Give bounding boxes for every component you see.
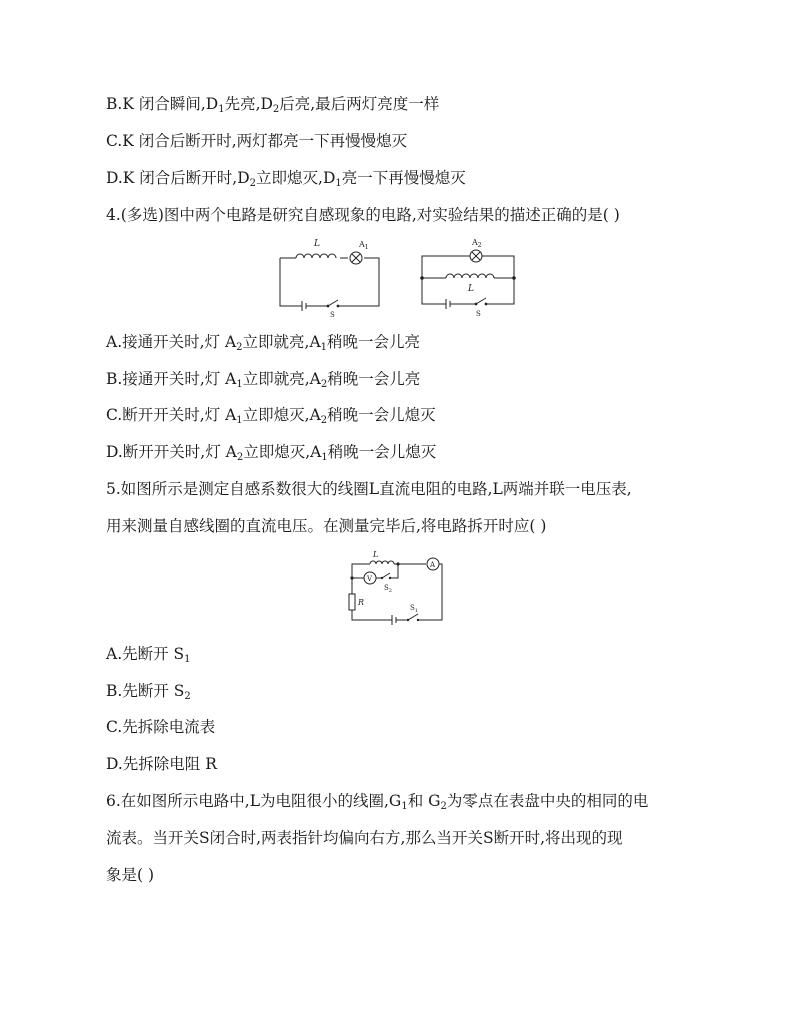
q6-stem-line2: 流表。当开关S闭合时,两表指针均偏向右方,那么当开关S断开时,将出现的现 <box>106 829 623 847</box>
switch-s2-label: $S_2$ <box>384 584 392 594</box>
q4-option-d: D.断开开关时,灯 $A_2$立即熄灭$,A_1$稍晚一会儿熄灭 <box>106 443 437 463</box>
switch-s1-label: $S_1$ <box>410 604 418 614</box>
q5-option-a: A.先断开 $S_1$ <box>106 645 191 665</box>
q4-stem: 4.(多选)图中两个电路是研究自感现象的电路,对实验结果的描述正确的是( ) <box>106 206 620 224</box>
q5-option-b: B.先断开 $S_2$ <box>106 682 191 702</box>
option-3d: D.K 闭合后断开时$,D_2$立即熄灭$,D_1$亮一下再慢慢熄灭 <box>106 169 466 189</box>
q4-left-coil-label: L <box>314 239 320 249</box>
q5-coil-label: L <box>373 550 379 559</box>
ammeter-label: A <box>430 561 436 569</box>
q5-option-d: D.先拆除电阻 R <box>106 755 217 773</box>
q6-stem-line3: 象是( ) <box>106 866 155 884</box>
option-3b: B.K 闭合瞬间$,D_1$先亮$,D_2$后亮,最后两灯亮度一样 <box>106 95 440 115</box>
q5-option-c: C.先拆除电流表 <box>106 718 216 736</box>
q4-option-c: C.断开开关时,灯 $A_1$立即熄灭$,A_2$稍晚一会儿熄灭 <box>106 406 436 426</box>
q4-right-lamp-label: $A_2$ <box>472 238 482 249</box>
q4-figure-right <box>418 236 518 318</box>
q4-figure-left <box>276 236 386 318</box>
q5-stem-line1: 5.如图所示是测定自感系数很大的线圈L直流电阻的电路,L两端并联一电压表, <box>106 480 632 498</box>
voltmeter-label: V <box>367 575 373 583</box>
q4-right-coil-label: L <box>468 284 474 294</box>
q4-left-switch-label: S <box>330 311 335 319</box>
q4-option-a: A.接通开关时,灯 $A_2$立即就亮$,A_1$稍晚一会儿亮 <box>106 333 421 353</box>
q5-stem-line2: 用来测量自感线圈的直流电压。在测量完毕后,将电路拆开时应( ) <box>106 517 547 535</box>
q6-stem-line1: 6.在如图所示电路中,L为电阻很小的线圈$,G_1$和 $G_2$为零点在表盘中央的相同的电 <box>106 792 649 812</box>
q5-figure <box>346 548 446 624</box>
q4-right-switch-label: S <box>476 310 481 318</box>
q4-option-b: B.接通开关时,灯 $A_1$立即就亮$,A_2$稍晚一会儿亮 <box>106 370 421 390</box>
resistor-label: R <box>358 598 365 607</box>
q4-left-lamp-label: $A_1$ <box>359 240 369 251</box>
option-3c: C.K 闭合后断开时,两灯都亮一下再慢慢熄灭 <box>106 132 408 150</box>
